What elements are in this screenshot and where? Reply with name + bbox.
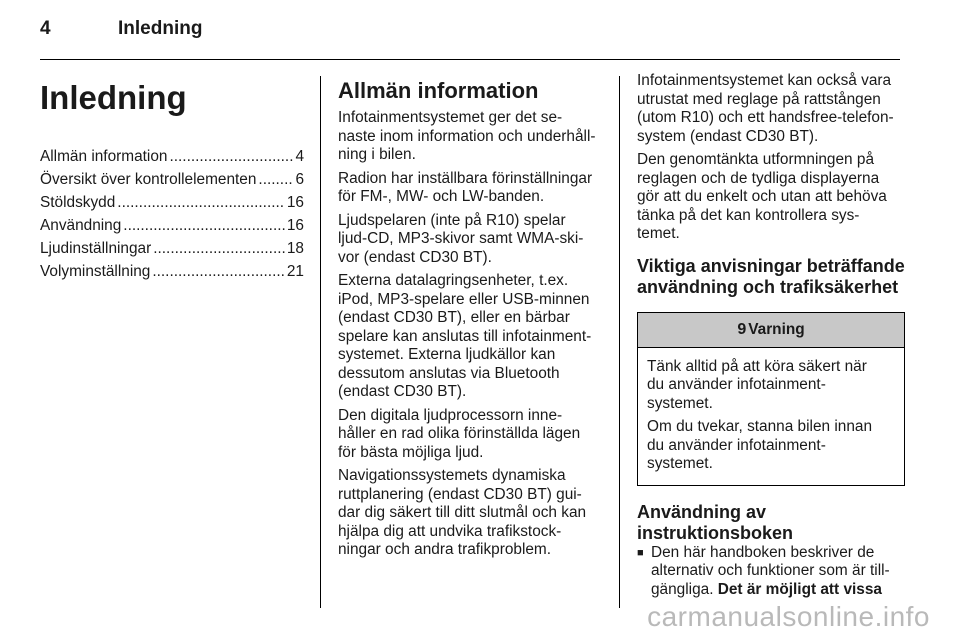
paragraph: Ljudspelaren (inte på R10) spelar ljud-CD, MP3-skivor samt WMA-ski- vor (endast CD30 BT). — [338, 211, 584, 266]
toc-leader-dots — [117, 194, 285, 213]
toc-entry-page: 21 — [286, 263, 304, 280]
bullet-marker: ■ — [637, 546, 644, 559]
paragraph: Den digitala ljudprocessorn inne- håller en rad olika förinställda lägen för bästa möjliga ljud. — [338, 406, 581, 461]
manual-usage-heading: Användning av instruktionsboken — [637, 501, 794, 543]
toc-entry-page: 6 — [295, 171, 304, 188]
right-column-paragraphs — [637, 72, 905, 244]
toc-entry[interactable] — [40, 240, 304, 259]
toc-entry[interactable] — [40, 148, 304, 167]
toc-entry-title: Volyminställning — [40, 263, 151, 280]
toc-entry-title: Allmän information — [40, 148, 168, 165]
bullet-item — [637, 544, 905, 600]
column-divider-1 — [320, 76, 321, 608]
watermark: carmanualsonline.info — [647, 601, 930, 632]
general-info-column — [338, 72, 604, 565]
warning-box — [637, 312, 905, 486]
safety-heading: Viktiga anvisningar beträffande användning och trafiksäkerhet — [637, 255, 905, 297]
warning-label: Varning — [748, 320, 805, 338]
toc-leader-dots — [169, 148, 293, 167]
section-title-general-info: Allmän information — [338, 78, 539, 103]
paragraph: Den genomtänkta utformningen på reglagen och de tydliga displayerna gör att du enkelt och utan att behöva tänka på det kan kontrollera sys- temet. — [637, 151, 887, 242]
warning-body — [638, 348, 904, 485]
paragraph: Infotainmentsystemet kan också vara utrustat med reglage på rattstången (utom R10) och ett handsfree-telefon- system (endast CD30 BT). — [637, 72, 894, 145]
page-number: 4 — [40, 18, 51, 39]
toc-entry-title: Översikt över kontrollelementen — [40, 171, 257, 188]
toc-entry-page: 16 — [286, 194, 304, 211]
warning-header — [638, 313, 904, 348]
paragraph: Om du tvekar, stanna bilen innan du använder infotainment- systemet. — [647, 418, 873, 472]
paragraph: Navigationssystemets dynamiska ruttplanering (endast CD30 BT) gui- dar dig säkert till ditt slutmål och kan hjälpa dig att undvika trafikstock- ningar och andra trafikproblem. — [338, 467, 587, 558]
toc-entry[interactable] — [40, 263, 304, 282]
paragraph: Radion har inställbara förinställningar för FM-, MW- och LW-banden. — [338, 169, 593, 205]
toc-leader-dots — [153, 240, 285, 259]
bullet-plain-text: Den här handboken beskriver de alternativ och funktioner som är till- gängliga. — [651, 543, 890, 598]
page-header — [40, 18, 920, 48]
toc-column — [40, 72, 304, 286]
general-info-paragraphs — [338, 109, 604, 560]
toc-entry-title: Stöldskydd — [40, 194, 116, 211]
header-title: Inledning — [118, 18, 203, 39]
toc-leader-dots — [123, 217, 285, 236]
toc-entry-page: 16 — [286, 217, 304, 234]
chapter-title: Inledning — [40, 79, 187, 116]
toc-entry-title: Ljudinställningar — [40, 240, 152, 257]
right-column — [637, 72, 905, 599]
paragraph: Infotainmentsystemet ger det se- naste inom information och underhåll- ning i bilen. — [338, 109, 596, 163]
toc-leader-dots — [152, 263, 285, 282]
toc-list — [40, 148, 304, 282]
paragraph: Tänk alltid på att köra säkert när du använder infotainment- systemet. — [647, 357, 867, 412]
paragraph: Externa datalagringsenheter, t.ex. iPod, MP3-spelare eller USB-minnen (endast CD30 BT), eller en bärbar spelare kan anslutas till infotainment- systemet. Externa ljudkällor kan dessutom anslutas via Bluetooth (endast CD30 BT). — [338, 272, 592, 400]
header-rule — [40, 59, 900, 60]
toc-entry-title: Användning — [40, 217, 122, 234]
column-divider-2 — [619, 76, 620, 608]
toc-entry-page: 4 — [295, 148, 304, 165]
toc-entry[interactable] — [40, 217, 304, 236]
toc-leader-dots — [258, 171, 293, 190]
bullet-text — [651, 544, 905, 600]
toc-entry-page: 18 — [286, 240, 304, 257]
bullet-bold-text: Det är möjligt att vissa — [717, 580, 882, 598]
toc-entry[interactable] — [40, 171, 304, 190]
warning-symbol: 9 — [737, 320, 747, 338]
toc-entry[interactable] — [40, 194, 304, 213]
